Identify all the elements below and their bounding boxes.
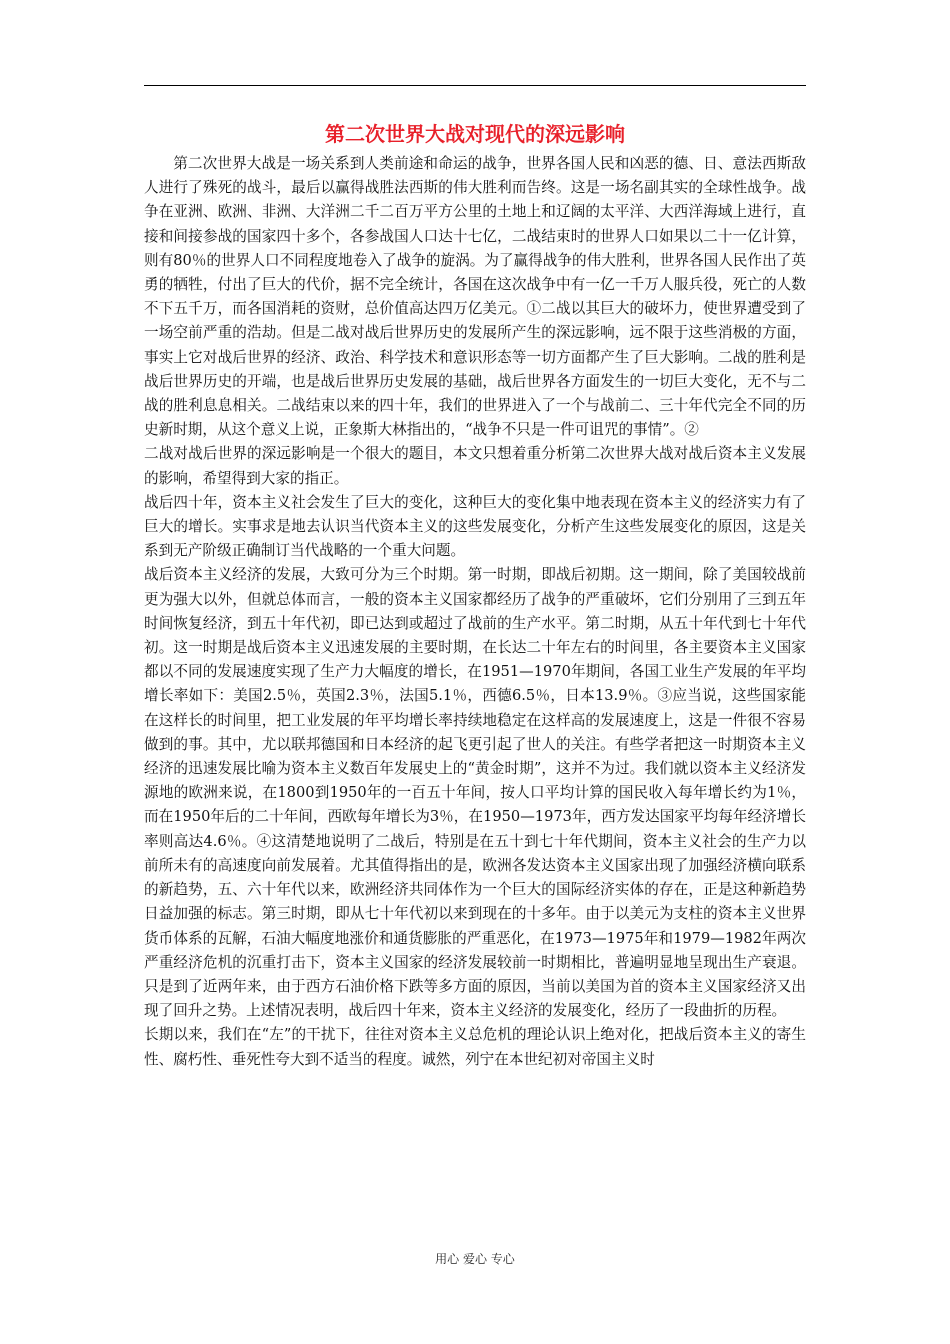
header-rule (144, 85, 806, 86)
paragraph: 战后四十年，资本主义社会发生了巨大的变化，这种巨大的变化集中地表现在资本主义的经济实力有了巨大的增长。实事求是地去认识当代资本主义的这些发展变化，分析产生这些发展变化的原因，这是关系到无产阶级正确制订当代战略的一个重大问题。 (144, 493, 806, 560)
paragraph: 第二次世界大战是一场关系到人类前途和命运的战争，世界各国人民和凶恶的德、日、意法西斯敌人进行了殊死的战斗，最后以赢得战胜法西斯的伟大胜利而告终。这是一场名副其实的全球性战争。战争在亚洲、欧洲、非洲、大洋洲二千二百万平方公里的土地上和辽阔的太平洋、大西洋海域上进行，直接和间接参战的国家四十多个，各参战国人口达十七亿，二战结束时的世界人口如果以二十一亿计算，则有80％的世界人口不同程度地卷入了战争的旋涡。为了赢得战争的伟大胜利，世界各国人民作出了英勇的牺牲，付出了巨大的代价，据不完全统计，各国在这次战争中有一亿一千万人服兵役，死亡的人数不下五千万，而各国消耗的资财，总价值高达四万亿美元。①二战以其巨大的破坏力，使世界遭受到了一场空前严重的浩劫。但是二战对战后世界历史的发展所产生的深远影响，远不限于这些消极的方面，事实上它对战后世界的经济、政治、科学技术和意识形态等一切方面都产生了巨大影响。二战的胜利是战后世界历史的开端，也是战后世界历史发展的基础，战后世界各方面发生的一切巨大变化，无不与二战的胜利息息相关。二战结束以来的四十年，我们的世界进入了一个与战前二、三十年代完全不同的历史新时期，从这个意义上说，正象斯大林指出的，“战争不只是一件可诅咒的事情”。② (144, 155, 806, 439)
document-title: 第二次世界大战对现代的深远影响 (325, 122, 625, 146)
document-body (144, 152, 806, 1072)
paragraph: 二战对战后世界的深远影响是一个很大的题目，本文只想着重分析第二次世界大战对战后资本主义发展的影响，希望得到大家的指正。 (144, 445, 806, 487)
page-footer: 用心 爱心 专心 (435, 1252, 515, 1266)
paragraph: 战后资本主义经济的发展，大致可分为三个时期。第一时期，即战后初期。这一期间，除了美国较战前更为强大以外，但就总体而言，一般的资本主义国家都经历了战争的严重破坏，它们分别用了三到五年时间恢复经济，到五十年代初，即已达到或超过了战前的生产水平。第二时期，从五十年代到七十年代初。这一时期是战后资本主义迅速发展的主要时期，在长达二十年左右的时间里，各主要资本主义国家都以不同的发展速度实现了生产力大幅度的增长，在1951—1970年期间，各国工业生产发展的年平均增长率如下：美国2.5％，英国2.3％，法国5.1％，西德6.5％，日本13.9％。③应当说，这些国家能在这样长的时间里，把工业发展的年平均增长率持续地稳定在这样高的发展速度上，这是一件很不容易做到的事。其中，尤以联邦德国和日本经济的起飞更引起了世人的关注。有些学者把这一时期资本主义经济的迅速发展比喻为资本主义数百年发展史上的“黄金时期”，这并不为过。我们就以资本主义经济发源地的欧洲来说，在1800到1950年的一百五十年间，按人口平均计算的国民收入每年增长约为1％，而在1950年后的二十年间，西欧每年增长为3％，在1950—1973年，西方发达国家平均每年经济增长率则高达4.6％。④这清楚地说明了二战后，特别是在五十到七十年代期间，资本主义社会的生产力以前所未有的高速度向前发展着。尤其值得指出的是，欧洲各发达资本主义国家出现了加强经济横向联系的新趋势，五、六十年代以来，欧洲经济共同体作为一个巨大的国际经济实体的存在，正是这种新趋势日益加强的标志。第三时期，即从七十年代初以来到现在的十多年。由于以美元为支柱的资本主义世界货币体系的瓦解，石油大幅度地涨价和通货膨胀的严重恶化，在1973—1975年和1979—1982年两次严重经济危机的沉重打击下，资本主义国家的经济发展较前一时期相比，普遍明显地呈现出生产衰退。只是到了近两年来，由于西方石油价格下跌等多方面的原因，当前以美国为首的资本主义国家经济又出现了回升之势。上述情况表明，战后四十年来，资本主义经济的发展变化，经历了一段曲折的历程。 (144, 566, 806, 1020)
paragraph: 长期以来，我们在“左”的干扰下，往往对资本主义总危机的理论认识上绝对化，把战后资本主义的寄生性、腐朽性、垂死性夸大到不适当的程度。诚然，列宁在本世纪初对帝国主义时 (144, 1026, 806, 1068)
